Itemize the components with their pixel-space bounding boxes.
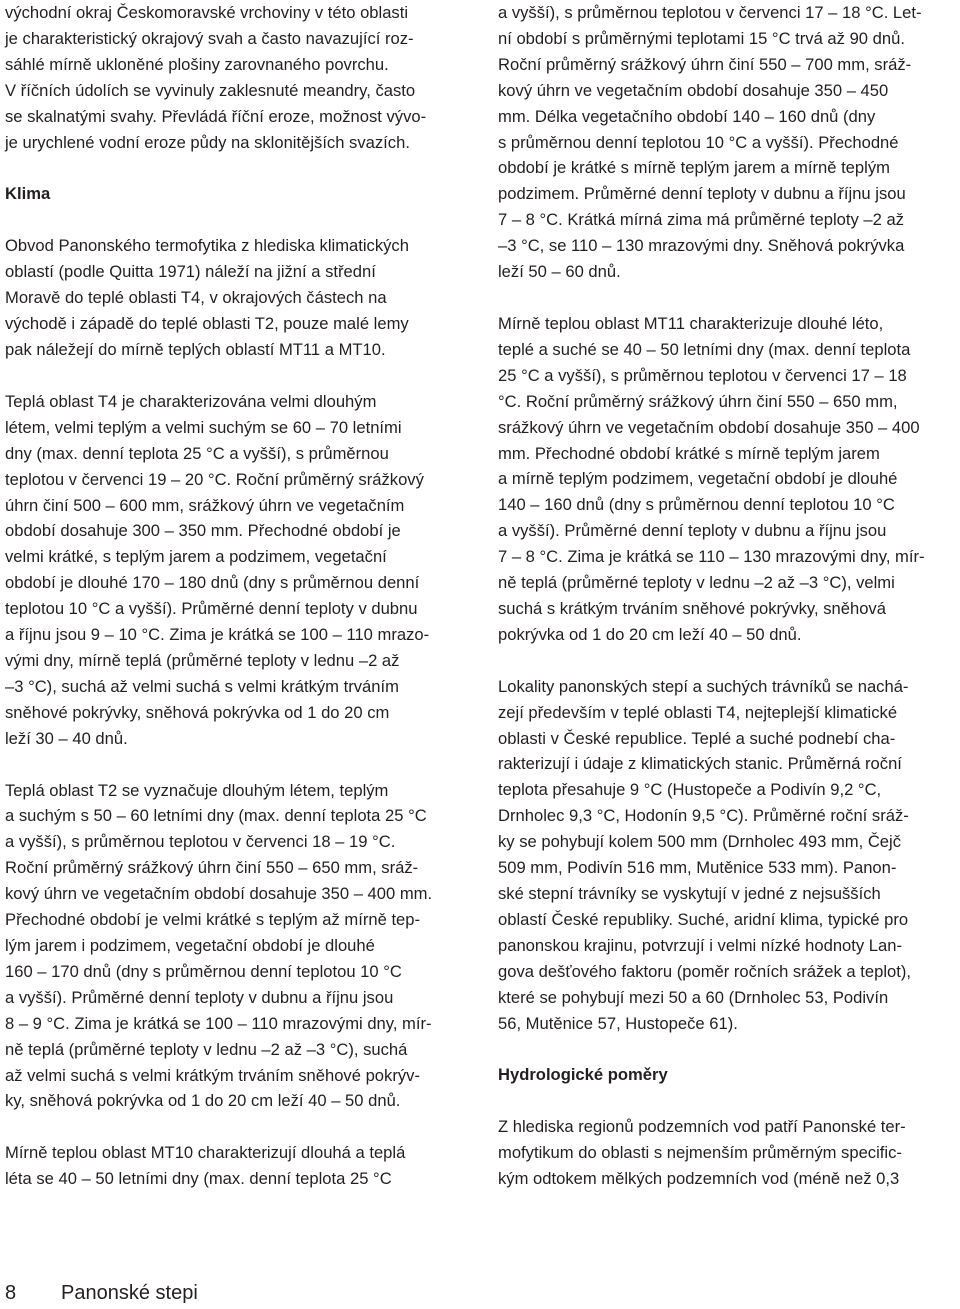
text-line: ské stepní trávníky se vyskytují v jedné z nejsušších <box>498 884 881 903</box>
text-line: létem, velmi teplým a velmi suchým se 60 – 70 letními <box>5 417 402 437</box>
text-line: a říjnu jsou 9 – 10 °C. Zima je krátká se 100 – 110 mrazo- <box>5 625 430 645</box>
page-number: 8 <box>5 1282 17 1304</box>
text-line: pokrývka od 1 do 20 cm leží 40 – 50 dnů. <box>498 624 802 644</box>
text-line: které se pohybují mezi 50 a 60 (Drnholec 53, Podivín <box>498 987 889 1007</box>
text-line: je charakteristický okrajový svah a často navazující roz- <box>5 28 414 48</box>
text-line: a suchým s 50 – 60 letními dny (max. denní teplota 25 °C <box>5 806 427 826</box>
text-line: Moravě do teplé oblasti T4, v okrajových částech na <box>5 288 387 308</box>
text-line: 25 °C a vyšší), s průměrnou teplotou v červenci 17 – 18 <box>498 365 907 385</box>
text-line: dny (max. denní teplota 25 °C a vyšší), s průměrnou <box>5 443 389 463</box>
text-line: úhrn činí 500 – 600 mm, srážkový úhrn ve vegetačním <box>5 495 405 515</box>
text-line: léta se 40 – 50 letními dny (max. denní teplota 25 °C <box>5 1169 392 1189</box>
text-line: 8 – 9 °C. Zima je krátká se 100 – 110 mrazovými dny, mír- <box>5 1013 432 1033</box>
text-line: oblastí České republiky. Suché, aridní klima, typické pro <box>498 909 909 929</box>
text-line: pak náležejí do mírně teplých oblastí MT11 a MT10. <box>5 339 386 359</box>
text-line: a vyšší). Průměrné denní teploty v dubnu a říjnu jsou <box>5 987 394 1007</box>
text-line: sněhové pokrývky, sněhová pokrývka od 1 do 20 cm <box>5 702 390 722</box>
text-line: a vyšší). Průměrné denní teploty v dubnu a říjnu jsou <box>498 521 887 541</box>
text-line: kým odtokem mělkých podzemních vod (méně než 0,3 <box>498 1169 900 1189</box>
text-line: rakterizují i údaje z klimatických stanic. Průměrná roční <box>498 754 902 774</box>
text-line: Teplá oblast T4 je charakterizována velmi dlouhým <box>5 391 377 411</box>
text-line: Drnholec 9,3 °C, Hodonín 9,5 °C). Průměrné roční sráž- <box>498 806 909 826</box>
paragraph-mt10-cont <box>498 0 953 285</box>
text-line: podzimem. Průměrné denní teploty v dubnu a říjnu jsou <box>498 184 906 204</box>
text-line: ně teplá (průměrné teploty v lednu –2 až –3 °C), suchá <box>5 1039 408 1059</box>
text-line: Roční průměrný srážkový úhrn činí 550 – 650 mm, sráž- <box>5 858 419 878</box>
text-line: se skalnatými svahy. Převládá říční eroze, možnost vývo- <box>5 106 427 126</box>
text-line: velmi krátké, s teplým jarem a podzimem, vegetační <box>5 547 387 567</box>
text-line: 160 – 170 dnů (dny s průměrnou denní teplotou 10 °C <box>5 961 402 981</box>
paragraph-t4 <box>5 389 467 752</box>
text-line: Roční průměrný srážkový úhrn činí 550 – 700 mm, sráž- <box>498 54 912 74</box>
text-line: leží 30 – 40 dnů. <box>5 728 128 748</box>
text-line: je urychlené vodní eroze půdy na sklonitějších svazích. <box>5 132 410 152</box>
text-line: suchá s krátkým trváním sněhové pokrývky, sněhová <box>498 598 886 618</box>
paragraph-stations <box>498 674 953 1037</box>
text-line: panonskou krajinu, potvrzují i velmi nízké hodnoty Lan- <box>498 935 903 955</box>
text-line: Teplá oblast T2 se vyznačuje dlouhým létem, teplým <box>5 780 389 800</box>
text-line: 7 – 8 °C. Zima je krátká se 110 – 130 mrazovými dny, mír- <box>498 547 925 567</box>
paragraph-mt11 <box>498 311 953 648</box>
paragraph-klima-overview <box>5 233 467 363</box>
text-line: až velmi suchá s velmi krátkým trváním sněhové pokrýv- <box>5 1065 420 1085</box>
text-line: východní okraj Českomoravské vrchoviny v této oblasti <box>5 3 409 22</box>
section-heading-hydrology: Hydrologické poměry <box>498 1065 668 1085</box>
text-line: ky, sněhová pokrývka od 1 do 20 cm leží 40 – 50 dnů. <box>5 1091 401 1111</box>
text-line: °C. Roční průměrný srážkový úhrn činí 550 – 650 mm, <box>498 391 898 411</box>
text-line: Přechodné období je velmi krátké s teplým až mírně tep- <box>5 910 421 930</box>
text-line: lým jarem i podzimem, vegetační období je dlouhé <box>5 936 375 955</box>
right-column <box>498 0 953 1218</box>
text-line: srážkový úhrn ve vegetačním období dosahuje 350 – 400 <box>498 417 920 437</box>
text-line: –3 °C), suchá až velmi suchá s velmi krátkým trváním <box>5 676 399 696</box>
text-line: teplotou v červenci 19 – 20 °C. Roční průměrný srážkový <box>5 469 424 489</box>
text-line: období dosahuje 300 – 350 mm. Přechodné období je <box>5 521 401 541</box>
text-line: Z hlediska regionů podzemních vod patří Panonské ter- <box>498 1117 906 1137</box>
text-line: Mírně teplou oblast MT11 charakterizuje dlouhé léto, <box>498 313 884 333</box>
text-line: mm. Přechodné období krátké s mírně teplým jarem <box>498 443 880 463</box>
paragraph-mt10-start <box>5 1140 467 1192</box>
text-line: mm. Délka vegetačního období 140 – 160 dnů (dny <box>498 106 876 126</box>
text-line: 509 mm, Podivín 516 mm, Mutěnice 533 mm). Panon- <box>498 858 897 878</box>
paragraph-t2 <box>5 778 467 1115</box>
text-line: kový úhrn ve vegetačním období dosahuje 350 – 450 <box>498 80 889 100</box>
text-line: vými dny, mírně teplá (průměrné teploty v lednu –2 až <box>5 650 400 670</box>
text-line: východě i západě do teplé oblasti T2, pouze malé lemy <box>5 314 409 334</box>
text-line: sáhlé mírně ukloněné plošiny zarovnaného povrchu. <box>5 54 389 74</box>
text-line: 56, Mutěnice 57, Hustopeče 61). <box>498 1013 738 1033</box>
text-line: s průměrnou denní teplotou 10 °C a vyšší). Přechodné <box>498 132 899 152</box>
text-line: 140 – 160 dnů (dny s průměrnou denní teplotou 10 °C <box>498 495 895 515</box>
text-line: mofytikum do oblasti s nejmenším průměrným specific- <box>498 1143 902 1163</box>
text-line: gova dešťového faktoru (poměr ročních srážek a teplot), <box>498 961 911 981</box>
text-line: Lokality panonských stepí a suchých trávníků se nachá- <box>498 676 909 696</box>
section-heading-klima: Klima <box>5 184 51 204</box>
text-line: leží 50 – 60 dnů. <box>498 262 621 282</box>
text-line: V říčních údolích se vyvinuly zaklesnuté meandry, často <box>5 80 416 100</box>
left-column <box>5 0 467 1218</box>
intro-paragraph <box>5 0 467 155</box>
text-line: teplotou 10 °C a vyšší). Průměrné denní teploty v dubnu <box>5 599 418 619</box>
text-line: období je krátké s mírně teplým jarem a mírně teplým <box>498 158 890 178</box>
text-line: období je dlouhé 170 – 180 dnů (dny s průměrnou denní <box>5 573 420 593</box>
text-line: ně teplá (průměrné teploty v lednu –2 až –3 °C), velmi <box>498 573 895 593</box>
text-line: kový úhrn ve vegetačním období dosahuje 350 – 400 mm. <box>5 884 433 904</box>
text-line: ní období s průměrnými teplotami 15 °C trvá až 90 dnů. <box>498 28 905 48</box>
text-line: zejí především v teplé oblasti T4, nejteplejší klimatické <box>498 702 898 722</box>
paragraph-hydrology <box>498 1114 953 1192</box>
text-line: teplé a suché se 40 – 50 letními dny (max. denní teplota <box>498 339 911 359</box>
text-line: teplota přesahuje 9 °C (Hustopeče a Podivín 9,2 °C, <box>498 780 882 800</box>
text-line: a mírně teplým podzimem, vegetační období je dlouhé <box>498 469 898 489</box>
text-line: a vyšší), s průměrnou teplotou v červenci 17 – 18 °C. Let- <box>498 3 922 22</box>
text-line: Mírně teplou oblast MT10 charakterizují dlouhá a teplá <box>5 1143 406 1163</box>
text-line: Obvod Panonského termofytika z hlediska klimatických <box>5 236 409 256</box>
text-line: a vyšší), s průměrnou teplotou v červenci 18 – 19 °C. <box>5 832 396 852</box>
text-line: oblastí (podle Quitta 1971) náleží na jižní a střední <box>5 262 376 282</box>
text-line: oblasti v České republice. Teplé a suché podnebí cha- <box>498 728 896 748</box>
running-title: Panonské stepi <box>61 1282 198 1304</box>
text-line: ky se pohybují kolem 500 mm (Drnholec 493 mm, Čejč <box>498 832 902 852</box>
text-line: –3 °C, se 110 – 130 mrazovými dny. Sněhová pokrývka <box>498 236 905 256</box>
text-line: 7 – 8 °C. Krátká mírná zima má průměrné teploty –2 až <box>498 210 904 230</box>
page-footer <box>5 1281 198 1305</box>
